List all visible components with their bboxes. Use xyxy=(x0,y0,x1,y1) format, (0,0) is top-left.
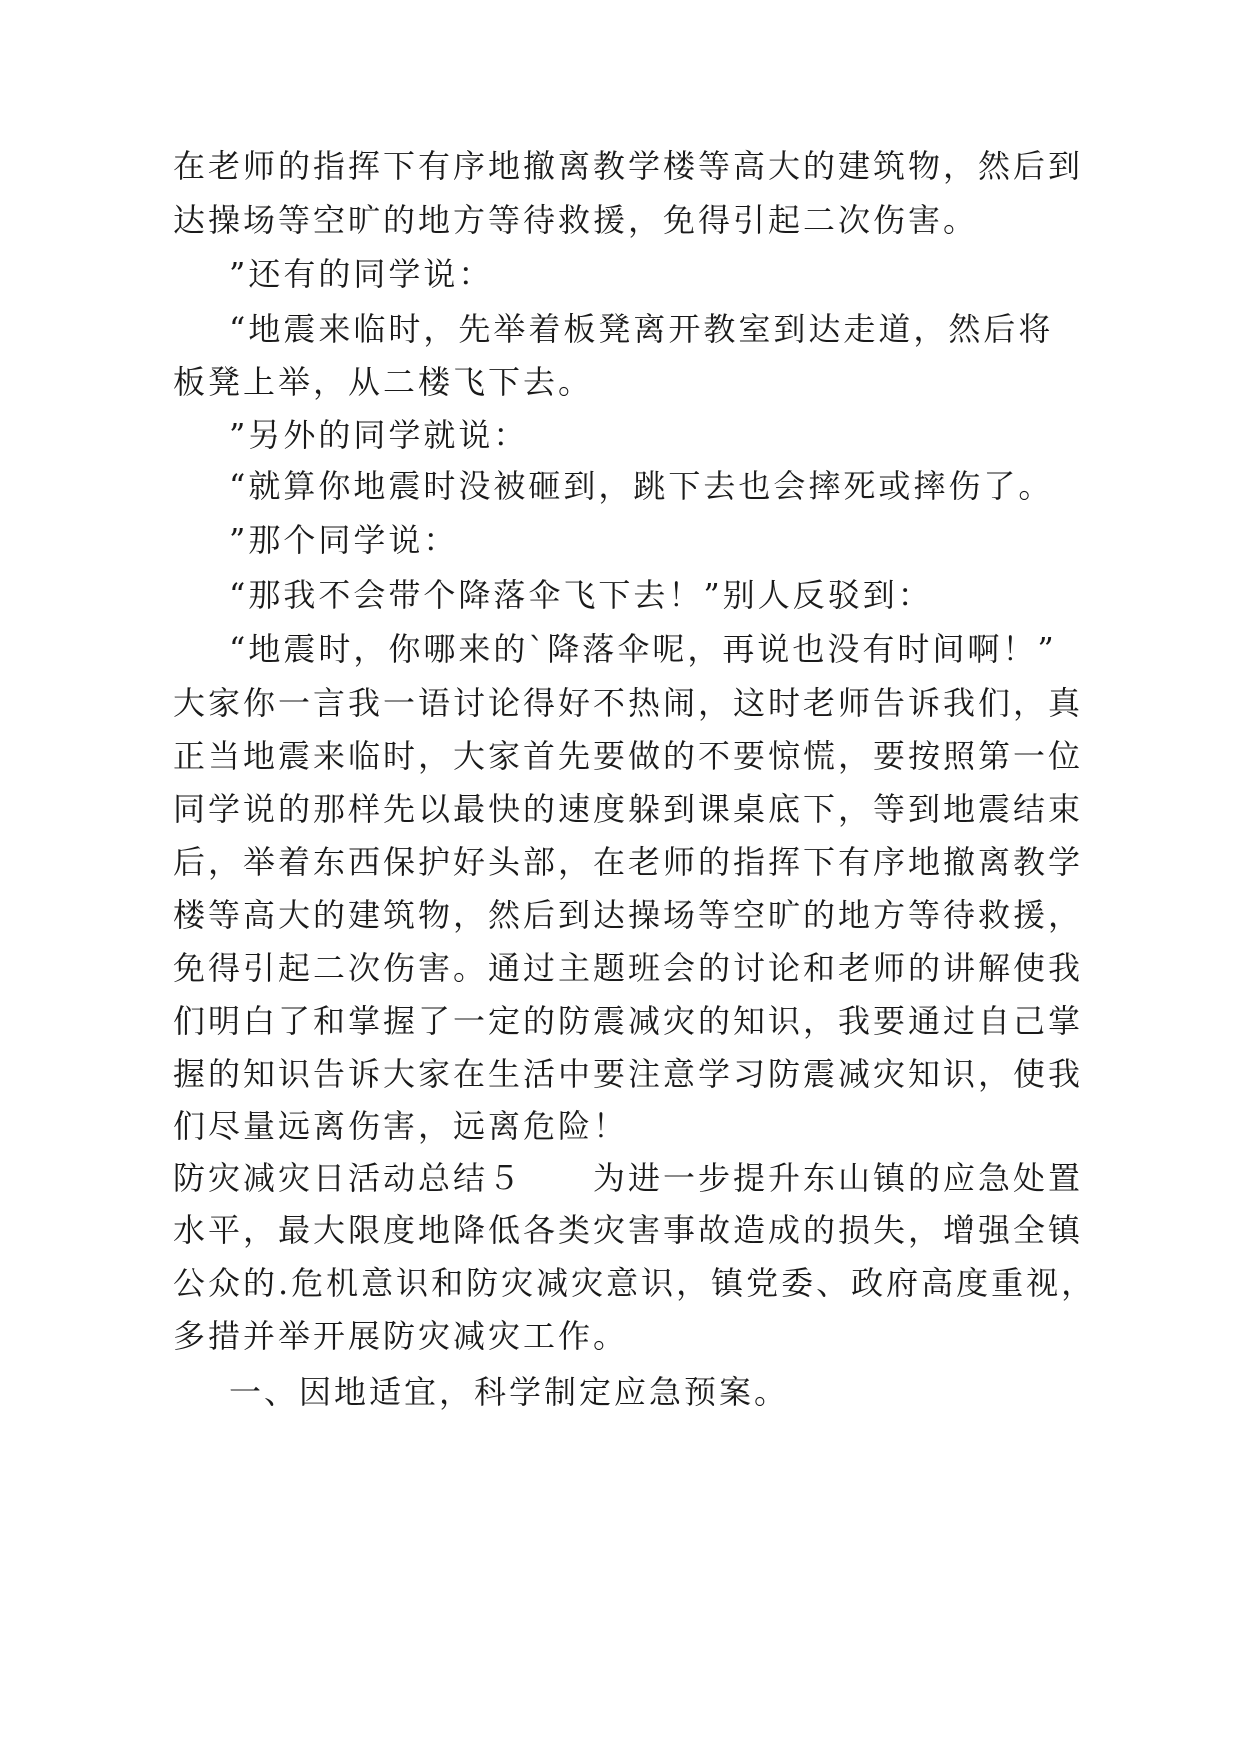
text-line: “地震来临时，先举着板凳离开教室到达走道，然后将 xyxy=(229,310,1054,348)
text-line: ”还有的同学说： xyxy=(229,255,494,293)
text-line: “就算你地震时没被砸到，跳下去也会摔死或摔伤了。 xyxy=(229,467,1054,505)
section-heading-line: 防灾减灾日活动总结５ 为进一步提升东山镇的应急处置 xyxy=(173,1159,1084,1197)
text-line: 公众的.危机意识和防灾减灾意识，镇党委、政府高度重视， xyxy=(173,1264,1097,1302)
text-line: 正当地震来临时，大家首先要做的不要惊慌，要按照第一位 xyxy=(173,737,1084,775)
text-line: “那我不会带个降落伞飞下去！”别人反驳到： xyxy=(229,576,933,614)
text-line: 同学说的那样先以最快的速度躲到课桌底下，等到地震结束 xyxy=(173,790,1084,828)
text-line: “地震时，你哪来的`降落伞呢，再说也没有时间啊！” xyxy=(229,630,1057,668)
text-line: 们尽量远离伤害，远离危险！ xyxy=(173,1107,629,1145)
text-line: ”那个同学说： xyxy=(229,521,459,559)
text-line: 多措并举开展防灾减灾工作。 xyxy=(173,1317,629,1355)
text-line: 后，举着东西保护好头部，在老师的指挥下有序地撤离教学 xyxy=(173,843,1084,881)
text-line: 握的知识告诉大家在生活中要注意学习防震减灾知识，使我 xyxy=(173,1055,1084,1093)
text-line: 免得引起二次伤害。通过主题班会的讨论和老师的讲解使我 xyxy=(173,949,1084,987)
text-line: 楼等高大的建筑物，然后到达操场等空旷的地方等待救援， xyxy=(173,896,1084,934)
text-line: ”另外的同学就说： xyxy=(229,416,529,454)
text-line: 大家你一言我一语讨论得好不热闹，这时老师告诉我们，真 xyxy=(173,684,1084,722)
text-line: 在老师的指挥下有序地撤离教学楼等高大的建筑物，然后到 xyxy=(173,147,1084,185)
text-line: 达操场等空旷的地方等待救援，免得引起二次伤害。 xyxy=(173,201,979,239)
text-line: 们明白了和掌握了一定的防震减灾的知识，我要通过自己掌 xyxy=(173,1002,1084,1040)
text-line: 水平，最大限度地降低各类灾害事故造成的损失，增强全镇 xyxy=(173,1211,1084,1249)
text-line: 板凳上举，从二楼飞下去。 xyxy=(173,363,594,401)
text-line: 一、因地适宜，科学制定应急预案。 xyxy=(229,1373,790,1411)
